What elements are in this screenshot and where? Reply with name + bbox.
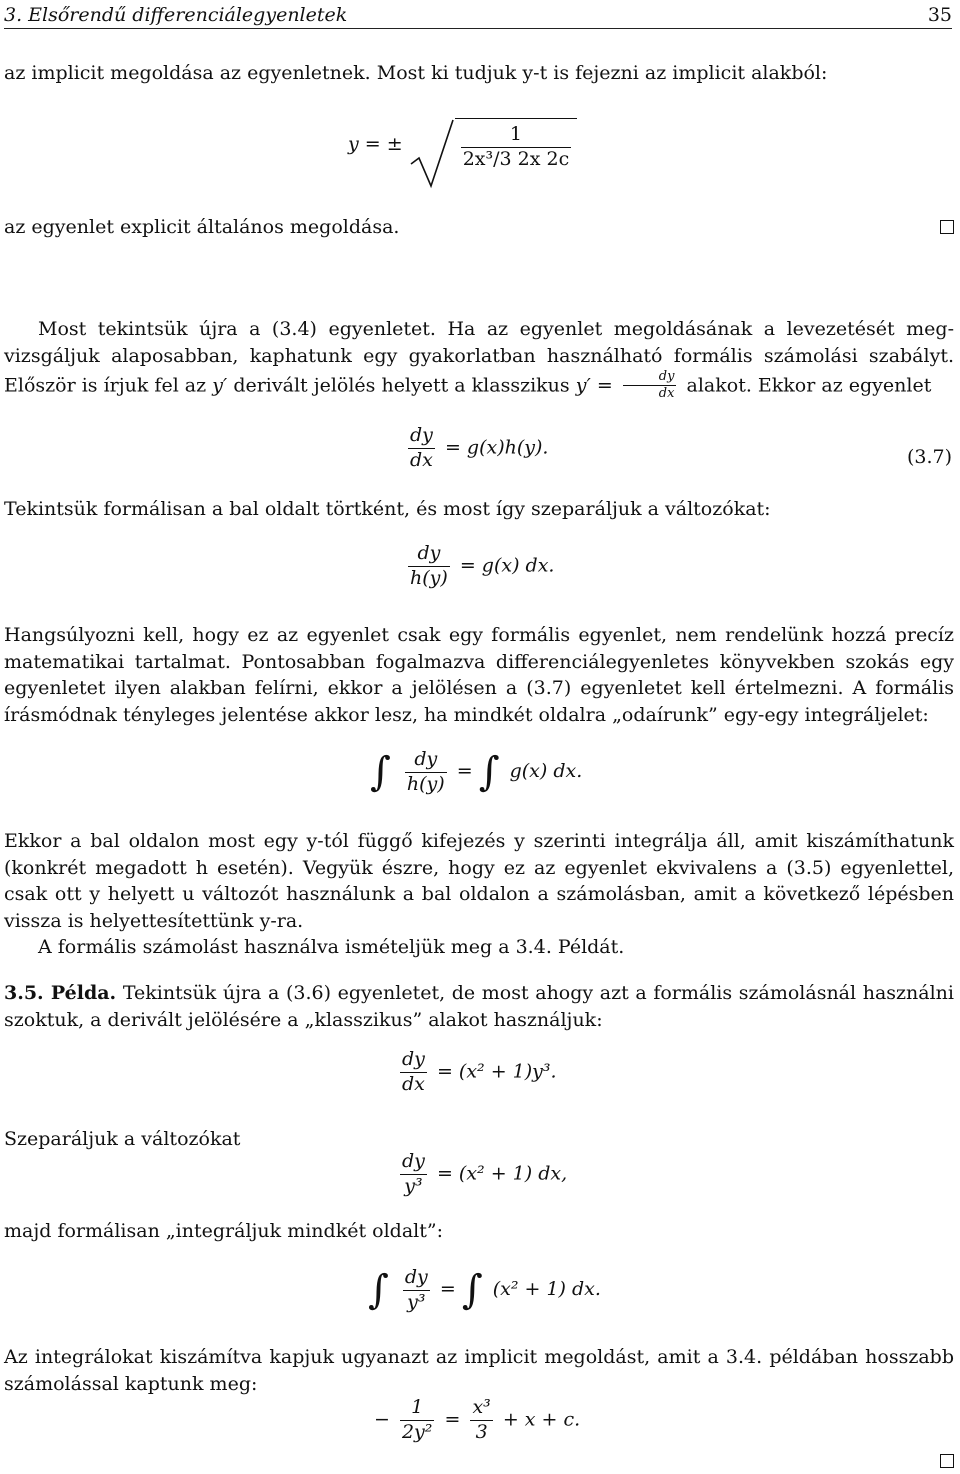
intro-line: az implicit megoldása az egyenletnek. Most ki tudjuk y-t is fejezni az implicit alakból: bbox=[4, 62, 828, 84]
sqrt-lhs: y = ± bbox=[348, 132, 403, 155]
example-equation-2 bbox=[396, 1150, 567, 1199]
sqrt-numerator: 1 bbox=[461, 123, 572, 148]
paragraph-explanation: Ekkor a bal oldalon most egy y-tól függő kifejezés y szerinti integrálja áll, amit kiszámíthatunk (konkrét megadott h esetén). Vegyük észre, hogy ez az egyenlet ekvivalens a (3.5) egyenlettel, csak ott y helyett u változót használunk a bal oldalon a számolásban, amit a következő lépésben vissza is helyettesítettünk y-ra. bbox=[4, 830, 954, 932]
ex1-rhs: = (x² + 1)y³. bbox=[436, 1060, 557, 1083]
int-equals: = bbox=[456, 760, 473, 782]
chapter-title: 3. Elsőrendű differenciálegyenletek bbox=[4, 4, 348, 26]
integral-sign: ∫ bbox=[370, 749, 391, 795]
int-hy: h(y) bbox=[406, 772, 445, 795]
qed-box bbox=[940, 220, 954, 234]
sqrt-denominator: 2x³/3 2x 2c bbox=[462, 147, 570, 170]
int-dy: dy bbox=[405, 748, 447, 773]
final-xnum: x³ bbox=[470, 1396, 492, 1421]
final-xden: 3 bbox=[475, 1420, 488, 1443]
final-implicit-solution: − $\frac{1}{\text{2y²}}$ = $\frac{\text{x³}}{3}$ + x + c. bbox=[374, 1396, 581, 1443]
sep-rhs: = g(x) dx. bbox=[459, 554, 555, 577]
separate-label: Szeparáljuk a változókat bbox=[4, 1128, 241, 1150]
example-equation-1 bbox=[396, 1048, 557, 1097]
yprime-symbol: y′ bbox=[212, 374, 228, 397]
integral-sign-4: ∫ bbox=[461, 1267, 483, 1313]
para1-text-b: derivált jelölés helyett a klasszikus bbox=[233, 374, 570, 397]
example-equation-3 bbox=[368, 1262, 601, 1318]
sep-hy: h(y) bbox=[410, 566, 448, 589]
explicit-line: az egyenlet explicit általános megoldása. bbox=[4, 216, 400, 238]
ex3-y3: y³ bbox=[407, 1290, 426, 1313]
paragraph-formal-rule bbox=[4, 316, 954, 403]
radical-sign bbox=[409, 118, 459, 190]
sqrt-expression bbox=[409, 118, 578, 172]
paragraph-separate: Tekintsük formálisan a bal oldalt törtként, és most így szeparáljuk a változókat: bbox=[4, 498, 771, 520]
explicit-solution-equation bbox=[348, 118, 577, 172]
page-header bbox=[4, 2, 952, 29]
final-num: 1 bbox=[400, 1396, 434, 1421]
integral-sign-2: ∫ bbox=[478, 749, 500, 795]
para1-text-a: Most tekintsük újra a (3.4) egyenletet. Ha az egyenlet megoldásának a levezetését meg-vizsgáljuk alaposabban, kaphatunk egy gyakorlatban használható formális számolási szabályt. Először is írjuk fel az bbox=[4, 318, 954, 397]
para1-text-c: alakot. Ekkor az egyenlet bbox=[686, 374, 932, 397]
paragraph-emphasis: Hangsúlyozni kell, hogy ez az egyenlet csak egy formális egyenlet, nem rendelünk hozzá precíz matematikai tartalmat. Pontosabban fogalmazva differenciálegyenletes könyvekben szokás egy egyenletet ilyen alakban felírni, ekkor a jelölésen a (3.7) egyenletet kell értelmezni. A formális írásmódnak tényleges jelentése akkor lesz, ha mindkét oldalra „odaírunk” egy-egy integráljelet: bbox=[4, 624, 954, 726]
example-label: 3.5. Példa. bbox=[4, 982, 117, 1004]
ex2-y3: y³ bbox=[404, 1174, 423, 1197]
paragraph-repeat: A formális számolást használva ismételjük meg a 3.4. Példát. bbox=[38, 936, 625, 958]
eq37-dy: dy bbox=[408, 424, 435, 449]
ex1-dy: dy bbox=[400, 1048, 427, 1073]
dx-small: dx bbox=[658, 386, 675, 402]
sep-dy: dy bbox=[408, 542, 450, 567]
final-equals: = bbox=[444, 1408, 461, 1431]
integrate-label: majd formálisan „integráljuk mindkét oldalt”: bbox=[4, 1220, 443, 1242]
yprime-symbol-2: y′ bbox=[575, 374, 591, 397]
ex1-dx: dx bbox=[402, 1072, 425, 1095]
ex3-rhs: (x² + 1) dx. bbox=[492, 1278, 601, 1300]
eq37-dx: dx bbox=[410, 448, 433, 471]
separated-equation bbox=[404, 542, 554, 591]
eq37-rhs: = g(x)h(y). bbox=[444, 436, 549, 459]
integral-equation bbox=[370, 744, 582, 800]
ex2-dy: dy bbox=[400, 1150, 427, 1175]
final-den: 2y² bbox=[401, 1420, 433, 1443]
equation-3-7 bbox=[404, 424, 548, 473]
ex3-dy: dy bbox=[403, 1266, 430, 1291]
final-rest: + x + c. bbox=[502, 1408, 581, 1431]
example-text: Tekintsük újra a (3.6) egyenletet, de most ahogy azt a formális számolásnál használni szoktuk, a derivált jelölésére a „klasszikus” alakot használjuk: bbox=[4, 982, 954, 1031]
integral-sign-3: ∫ bbox=[368, 1267, 389, 1313]
page-number: 35 bbox=[927, 4, 952, 26]
paragraph-result: Az integrálokat kiszámítva kapjuk ugyanazt az implicit megoldást, amit a 3.4. példában hosszabb számolással kaptunk meg: bbox=[4, 1346, 954, 1395]
qed-box-2 bbox=[940, 1454, 954, 1468]
ex2-rhs: = (x² + 1) dx, bbox=[436, 1162, 568, 1185]
equation-number-3-7: (3.7) bbox=[906, 446, 952, 468]
dy-small: dy bbox=[623, 369, 677, 386]
example-3-5 bbox=[4, 980, 954, 1033]
ex3-equals: = bbox=[439, 1278, 456, 1300]
int-rhs: g(x) dx. bbox=[509, 760, 583, 782]
equals-sign: = bbox=[596, 374, 613, 397]
